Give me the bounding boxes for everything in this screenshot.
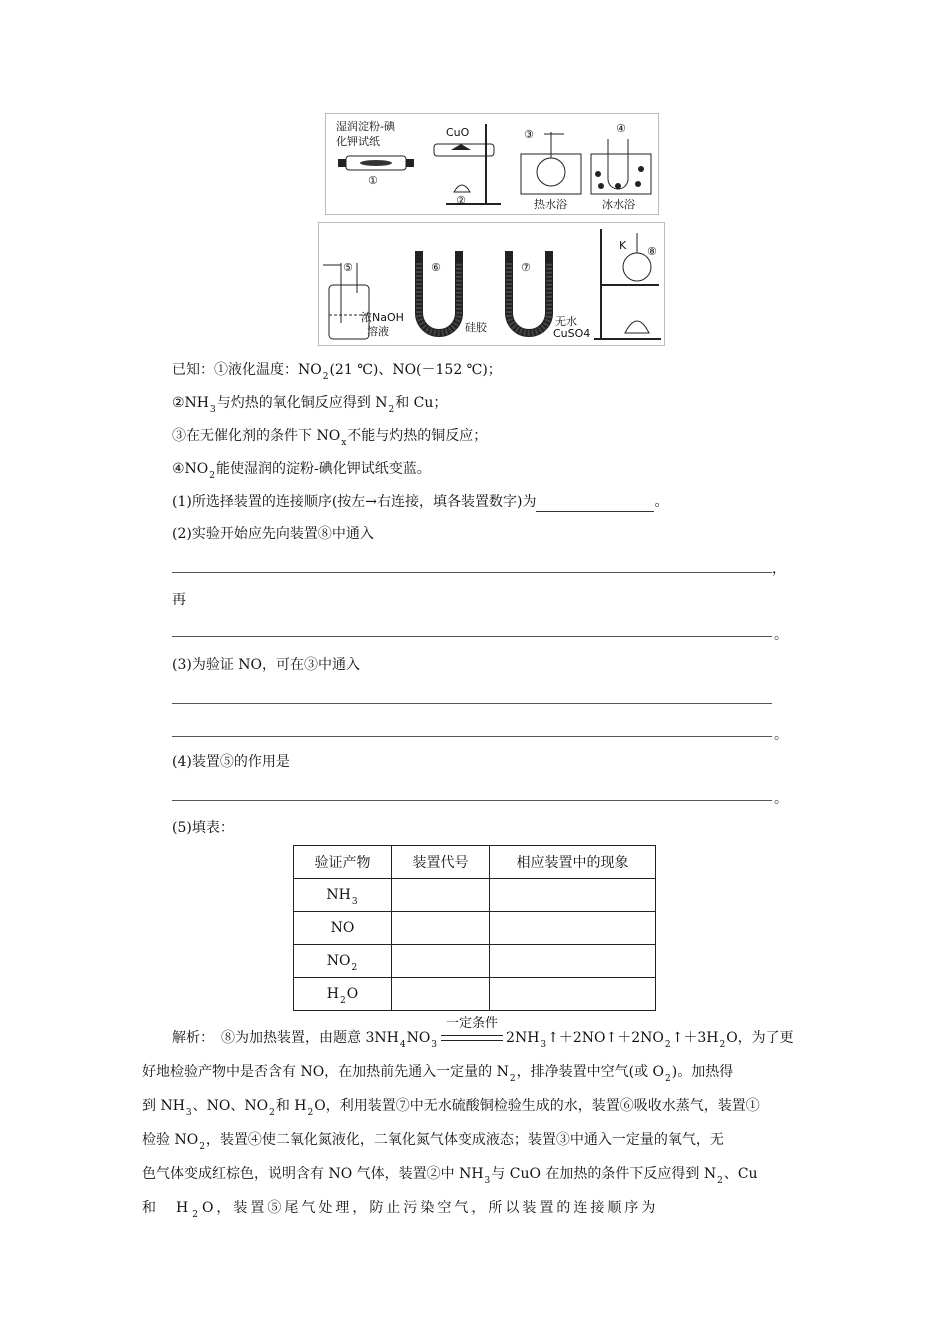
table-row [294, 945, 656, 978]
condition-text: 一定条件 [446, 1016, 499, 1031]
answer-line-q2-a[interactable] [172, 572, 772, 573]
label-cuo: CuO [446, 126, 470, 139]
text: ④NO [172, 461, 209, 477]
table-header-row [294, 846, 656, 879]
text: ，排净装置中空气(或 O [516, 1064, 665, 1080]
subscript: 2 [192, 1210, 201, 1220]
label-naoh-2: 溶液 [367, 325, 389, 338]
subscript: 2 [199, 1142, 205, 1152]
label-starch-paper-1: 湿润淀粉-碘 [336, 120, 395, 133]
text: 、NO、NO [192, 1098, 269, 1114]
table-header: 验证产物 [294, 846, 392, 879]
text: 不能与灼热的铜反应； [347, 428, 488, 444]
answer-line-q3-b[interactable] [172, 736, 772, 737]
analysis-paragraph [142, 1016, 818, 1226]
phenomenon-cell[interactable] [490, 978, 656, 1011]
text: 已知：①液化温度：NO [172, 362, 322, 378]
text: 。 [654, 494, 669, 510]
analysis-line-4 [142, 1124, 818, 1158]
known-line-2 [172, 393, 447, 415]
subscript: 4 [399, 1040, 406, 1050]
label-cuso4: CuSO4 [553, 327, 591, 340]
subscript: 3 [351, 897, 358, 907]
product-cell [294, 978, 392, 1011]
subscript: 2 [340, 996, 346, 1006]
subscript: 2 [388, 405, 395, 415]
text: ↑＋3H [671, 1030, 719, 1046]
analysis-line-5 [142, 1158, 818, 1192]
text: NH [326, 887, 351, 903]
label-silica-gel: 硅胶 [465, 321, 487, 334]
phenomenon-cell[interactable] [490, 879, 656, 912]
text: 、Cu [723, 1166, 758, 1182]
text: NO [326, 953, 351, 969]
phenomenon-cell[interactable] [490, 945, 656, 978]
subscript: 2 [719, 1040, 726, 1050]
analysis-line-6 [142, 1192, 818, 1226]
text: 到 NH [142, 1098, 185, 1114]
text: ↑＋2NO↑＋2NO [547, 1030, 664, 1046]
text: NO [330, 920, 355, 936]
table-header: 相应装置中的现象 [490, 846, 656, 879]
text: O，为了更 [726, 1030, 794, 1046]
text: 和 H [275, 1098, 307, 1114]
text: H [326, 986, 339, 1002]
text: 解析： ⑧为加热装置，由题意 3NH [172, 1030, 399, 1046]
device-cell[interactable] [392, 912, 490, 945]
text: (1)所选择装置的连接顺序(按左→右连接，填各装置数字)为 [172, 494, 537, 510]
question-4: (4)装置⑤的作用是 [172, 754, 290, 770]
label-device-8: ⑧ [647, 245, 657, 258]
text: NO [406, 1030, 431, 1046]
subscript: 3 [540, 1040, 547, 1050]
answer-blank-q1[interactable] [536, 495, 654, 512]
text: 与 CuO 在加热的条件下反应得到 N [491, 1166, 717, 1182]
answer-line-q2-b[interactable] [172, 636, 772, 637]
text: 能使湿润的淀粉-碘化钾试纸变蓝。 [216, 461, 431, 477]
subscript: 2 [322, 372, 329, 382]
text: (21 ℃)、NO(－152 ℃)； [329, 362, 502, 378]
subscript: 3 [484, 1176, 491, 1186]
product-cell [294, 945, 392, 978]
subscript: 3 [431, 1040, 438, 1050]
analysis-line-1 [142, 1016, 818, 1056]
subscript: 2 [509, 1074, 516, 1084]
question-1 [172, 492, 668, 512]
question-2-then: 再 [172, 592, 186, 608]
apparatus-figure-top [325, 113, 659, 215]
label-device-6: ⑥ [431, 261, 441, 274]
subscript: 2 [307, 1108, 314, 1118]
subscript: 2 [351, 963, 358, 973]
subscript: 3 [185, 1108, 192, 1118]
device-cell[interactable] [392, 945, 490, 978]
answer-line-q4[interactable] [172, 800, 772, 801]
apparatus-figure-bottom [318, 222, 665, 346]
text: ，装置④使二氧化氮液化，二氧化氮气体变成液态；装置③中通入一定量的氧气，无 [205, 1132, 724, 1148]
answer-table [293, 845, 656, 1011]
label-device-1: ① [368, 174, 378, 187]
label-hot-bath: 热水浴 [534, 198, 567, 211]
label-device-7: ⑦ [521, 261, 531, 274]
label-naoh-1: 浓NaOH [361, 311, 404, 324]
text: ②NH [172, 395, 210, 411]
text: O，装置⑤尾气处理，防止污染空气，所以装置的连接顺序为 [201, 1200, 659, 1216]
known-line-4 [172, 459, 431, 481]
text: 2NH [506, 1030, 540, 1046]
label-device-2: ② [456, 194, 466, 207]
analysis-line-2 [142, 1056, 818, 1090]
period-mark: 。 [774, 791, 788, 807]
label-device-3: ③ [524, 128, 534, 141]
phenomenon-cell[interactable] [490, 912, 656, 945]
text: )。加热得 [671, 1064, 734, 1080]
subscript: 2 [209, 471, 216, 481]
product-cell [294, 879, 392, 912]
period-mark: 。 [774, 627, 788, 643]
text: 好地检验产物中是否含有 NO，在加热前先通入一定量的 N [142, 1064, 509, 1080]
text: 与灼热的氧化铜反应得到 N [216, 395, 388, 411]
subscript: x [341, 438, 347, 448]
table-row [294, 978, 656, 1011]
text: 检验 NO [142, 1132, 199, 1148]
table-header: 装置代号 [392, 846, 490, 879]
known-line-3 [172, 426, 487, 448]
text: 色气体变成红棕色，说明含有 NO 气体，装置②中 NH [142, 1166, 484, 1182]
label-starch-paper-2: 化钾试纸 [336, 135, 380, 148]
reaction-condition [441, 1016, 503, 1054]
label-anhydrous: 无水 [555, 315, 577, 328]
device-cell[interactable] [392, 978, 490, 1011]
text: 和 H [142, 1200, 192, 1216]
label-ice-bath: 冰水浴 [602, 198, 635, 211]
text: O，利用装置⑦中无水硫酸铜检验生成的水，装置⑥吸收水蒸气，装置① [314, 1098, 760, 1114]
question-5: (5)填表： [172, 820, 234, 836]
answer-line-q3-a[interactable] [172, 703, 772, 704]
table-row [294, 879, 656, 912]
subscript: 2 [269, 1108, 275, 1118]
label-device-4: ④ [616, 122, 626, 135]
known-line-1 [172, 360, 502, 382]
question-3: (3)为验证 NO，可在③中通入 [172, 657, 361, 673]
label-valve-k: K [619, 239, 627, 252]
label-device-5: ⑤ [343, 261, 353, 274]
subscript: 2 [665, 1074, 671, 1084]
subscript: 2 [717, 1176, 723, 1186]
device-cell[interactable] [392, 879, 490, 912]
question-2: (2)实验开始应先向装置⑧中通入 [172, 526, 374, 542]
subscript: 3 [210, 405, 216, 415]
table-row [294, 912, 656, 945]
text: O [346, 986, 359, 1002]
subscript: 2 [664, 1040, 671, 1050]
analysis-line-3 [142, 1090, 818, 1124]
comma-mark: ， [772, 561, 786, 577]
product-cell [294, 912, 392, 945]
text: 和 Cu； [395, 395, 448, 411]
period-mark: 。 [774, 727, 788, 743]
text: ③在无催化剂的条件下 NO [172, 428, 341, 444]
